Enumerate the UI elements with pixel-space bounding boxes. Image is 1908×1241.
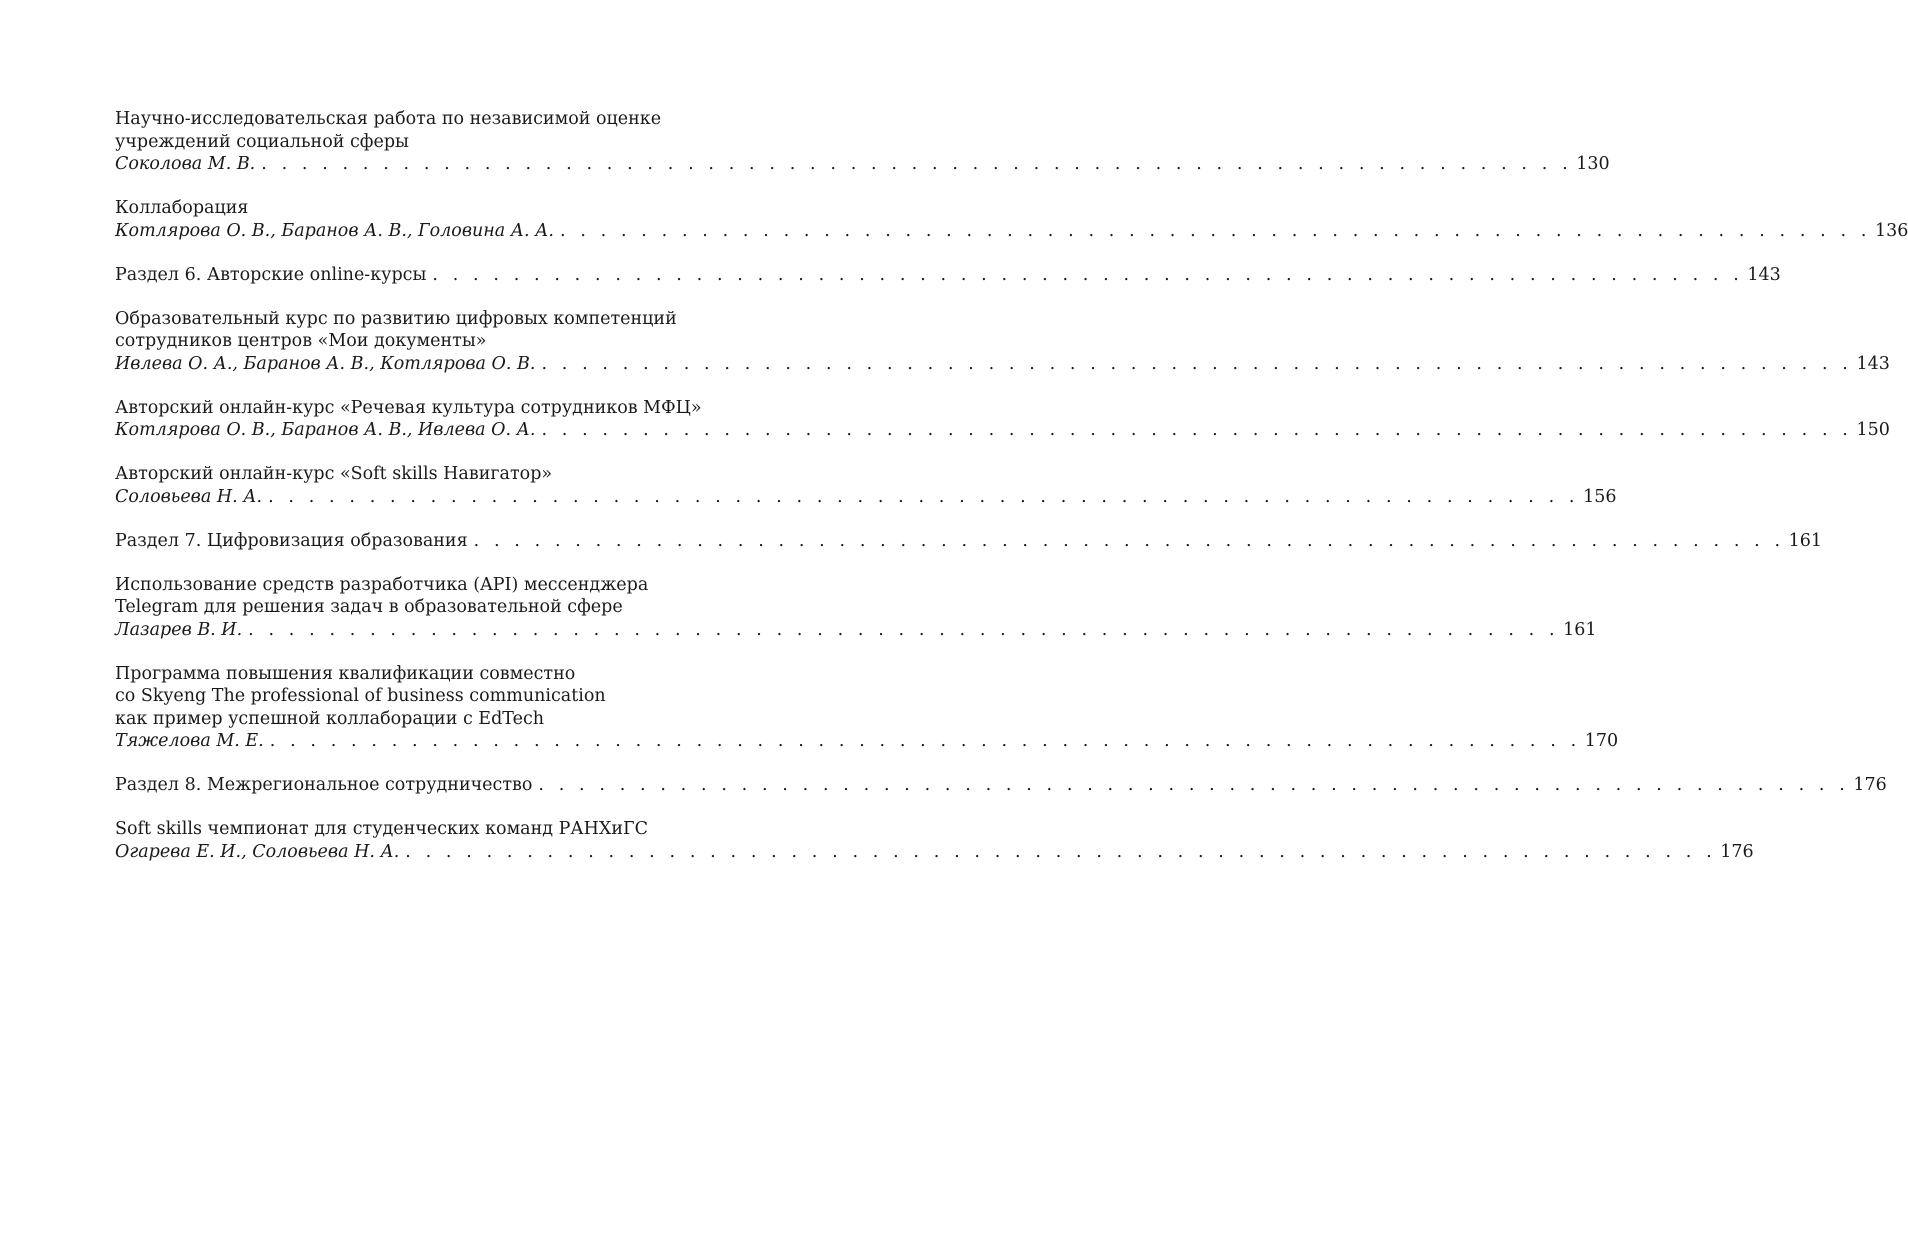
page-number: 156 [1583, 486, 1617, 507]
toc-leader-line [115, 730, 1619, 753]
toc-article-entry [115, 574, 1597, 642]
dot-leader: . . . . . . . . . . . . . . . . . . . . . . . . . . . . . . . . . . . . . . . . . . . . . . . . . . . . . . . . . . . . . . . . . [473, 530, 1785, 551]
toc-section-heading [115, 774, 1887, 797]
page-number: 143 [1747, 264, 1781, 285]
page-number: 170 [1584, 731, 1619, 751]
dot-leader: . . . . . . . . . . . . . . . . . . . . . . . . . . . . . . . . . . . . . . . . . . . . . . . . . . . . . . . . . . . . . . . . . [541, 420, 1853, 440]
dot-leader: . . . . . . . . . . . . . . . . . . . . . . . . . . . . . . . . . . . . . . . . . . . . . . . . . . . . . . . . . . . . . . . . . [541, 353, 1853, 374]
article-title-line: Авторский онлайн-курс «Речевая культура сотрудников МФЦ» [115, 397, 702, 418]
toc-article-entry [115, 197, 1908, 242]
page-number: 161 [1563, 619, 1597, 640]
toc-leader-line [115, 530, 1823, 553]
dot-leader: . . . . . . . . . . . . . . . . . . . . . . . . . . . . . . . . . . . . . . . . . . . . . . . . . . . . . . . . . . . . . . . . . [432, 264, 1744, 285]
toc-leader-line [115, 419, 1890, 442]
article-title-line: Программа повышения квалификации совместно [115, 663, 576, 684]
article-title-line: Коллаборация [115, 198, 249, 218]
page-number: 143 [1856, 353, 1890, 374]
table-of-contents [115, 108, 1908, 885]
section-title: Раздел 6. Авторские online-курсы [115, 264, 427, 285]
toc-section-heading [115, 530, 1823, 553]
article-title-line: со Skyeng The professional of business communication [115, 686, 606, 706]
article-title-line: Telegram для решения задач в образовательной сфере [115, 597, 623, 617]
toc-article-entry [115, 308, 1890, 376]
article-authors: Тяжелова М. Е. [115, 731, 264, 751]
toc-article-entry [115, 108, 1610, 176]
article-title-line: как пример успешной коллаборации с EdTech [115, 708, 545, 729]
article-authors: Огарева Е. И., Соловьева Н. А. [115, 841, 400, 862]
toc-leader-line [115, 264, 1781, 287]
toc-leader-line [115, 220, 1908, 243]
toc-article-entry [115, 463, 1617, 508]
article-authors: Лазарев В. И. [115, 619, 243, 640]
article-authors: Ивлева О. А., Баранов А. В., Котлярова О. В. [115, 353, 536, 374]
page-number: 136 [1875, 220, 1908, 241]
dot-leader: . . . . . . . . . . . . . . . . . . . . . . . . . . . . . . . . . . . . . . . . . . . . . . . . . . . . . . . . . . . . . . . . . [560, 220, 1871, 241]
article-authors: Котлярова О. В., Баранов А. В., Головина А. А. [115, 220, 554, 241]
toc-article-entry [115, 818, 1754, 863]
toc-leader-line [115, 486, 1617, 509]
page-number: 176 [1853, 775, 1887, 795]
toc-article-entry [115, 663, 1619, 753]
toc-leader-line [115, 774, 1887, 797]
article-authors: Соколова М. В. [115, 154, 256, 174]
toc-leader-line [115, 619, 1597, 642]
page-number: 161 [1788, 530, 1823, 551]
toc-leader-line [115, 841, 1754, 864]
section-title: Раздел 8. Межрегиональное сотрудничество [115, 775, 533, 795]
dot-leader: . . . . . . . . . . . . . . . . . . . . . . . . . . . . . . . . . . . . . . . . . . . . . . . . . . . . . . . . . . . . . . . . . [405, 841, 1717, 862]
article-title-line: Soft skills чемпионат для студенческих команд РАНХиГС [115, 819, 648, 839]
toc-leader-line [115, 353, 1890, 376]
page-number: 130 [1576, 154, 1610, 174]
article-title-line: сотрудников центров «Мои документы» [115, 331, 487, 351]
page-number: 150 [1856, 420, 1890, 440]
article-title-line: Использование средств разработчика (API) мессенджера [115, 574, 649, 595]
article-authors: Котлярова О. В., Баранов А. В., Ивлева О. А. [115, 420, 536, 440]
toc-leader-line [115, 153, 1610, 176]
dot-leader: . . . . . . . . . . . . . . . . . . . . . . . . . . . . . . . . . . . . . . . . . . . . . . . . . . . . . . . . . . . . . . . . . [248, 619, 1560, 640]
dot-leader: . . . . . . . . . . . . . . . . . . . . . . . . . . . . . . . . . . . . . . . . . . . . . . . . . . . . . . . . . . . . . . . . . [268, 486, 1580, 507]
dot-leader: . . . . . . . . . . . . . . . . . . . . . . . . . . . . . . . . . . . . . . . . . . . . . . . . . . . . . . . . . . . . . . . . . [269, 731, 1581, 751]
article-title-line: Образовательный курс по развитию цифровых компетенций [115, 308, 677, 329]
dot-leader: . . . . . . . . . . . . . . . . . . . . . . . . . . . . . . . . . . . . . . . . . . . . . . . . . . . . . . . . . . . . . . . . . [261, 154, 1573, 174]
toc-section-heading [115, 264, 1781, 287]
article-title-line: Авторский онлайн-курс «Soft skills Навигатор» [115, 464, 553, 484]
page-number: 176 [1720, 841, 1754, 862]
dot-leader: . . . . . . . . . . . . . . . . . . . . . . . . . . . . . . . . . . . . . . . . . . . . . . . . . . . . . . . . . . . . . . . . . [538, 775, 1850, 795]
section-title: Раздел 7. Цифровизация образования [115, 530, 468, 551]
article-title-line: учреждений социальной сферы [115, 131, 409, 152]
toc-article-entry [115, 397, 1890, 442]
article-authors: Соловьева Н. А. [115, 486, 263, 507]
article-title-line: Научно-исследовательская работа по независимой оценке [115, 109, 662, 129]
